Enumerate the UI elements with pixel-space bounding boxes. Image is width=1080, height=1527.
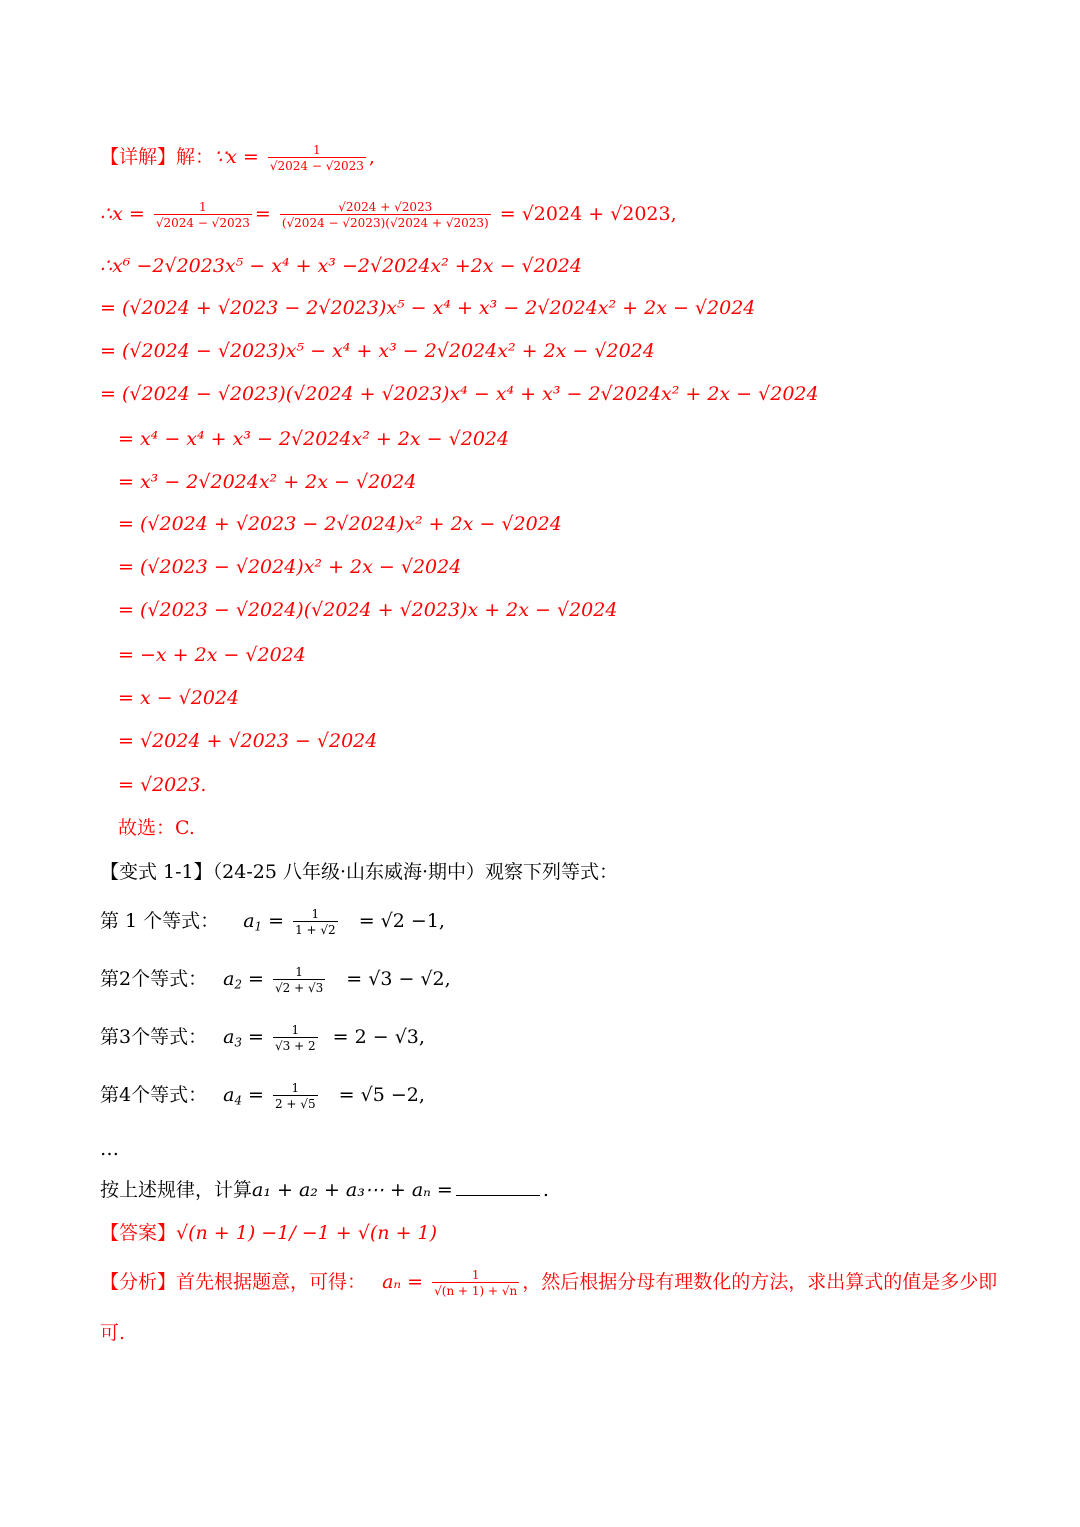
equation-label: 第4个等式： <box>100 1084 208 1106</box>
step-line: = (√2024 + √2023 − 2√2023)x⁵ − x⁴ + x³ − 2√2024x² + 2x − √2024 <box>100 297 756 319</box>
equation-lhs: $a_3$ = <box>223 1026 264 1050</box>
rational-frac-2 <box>280 200 491 230</box>
equation-label: 第3个等式： <box>100 1026 208 1048</box>
rational-frac-1-den: √2024 − √2023 <box>155 216 250 230</box>
equation-lhs: $a_1$ = <box>243 910 285 934</box>
step-line: = −x + 2x − √2024 <box>118 644 306 666</box>
equation-label: 第2个等式： <box>100 968 208 990</box>
equation-rhs: = √2 −1, <box>358 910 445 932</box>
rationalization-line: ∴x = $\frac{1}{√2024 - √2023}$ = $\frac{√2024 + √2023}{(√2024 - √2023)(√2024 + √2023)}$ = √2024 + √2023, <box>100 200 677 230</box>
equation-1 <box>100 906 445 937</box>
question-text: 按上述规律，计算 <box>100 1179 253 1201</box>
step-line: = (√2024 + √2023 − 2√2024)x² + 2x − √2024 <box>118 513 562 535</box>
rational-frac-1 <box>154 200 252 230</box>
question-line <box>100 1175 549 1205</box>
comma: , <box>368 146 375 168</box>
rational-frac-2-num: √2024 + √2023 <box>338 200 433 214</box>
step-line: = (√2023 − √2024)x² + 2x − √2024 <box>118 556 462 578</box>
step-line: = x − √2024 <box>118 687 240 709</box>
choice-line: 故选：C. <box>118 817 195 839</box>
answer-blank <box>456 1195 540 1196</box>
analysis-line <box>100 1267 997 1298</box>
equation-rhs: = √5 −2, <box>338 1084 425 1106</box>
step-line: = (√2024 − √2023)(√2024 + √2023)x⁴ − x⁴ + x³ − 2√2024x² + 2x − √2024 <box>100 383 819 405</box>
fraction-num: 1 <box>291 1081 300 1095</box>
step-line: = √2023. <box>118 774 207 796</box>
fraction-num: 1 <box>295 965 303 979</box>
equation-fraction <box>273 1081 318 1111</box>
question-sum: a₁ + a₂ + a₃⋯ + aₙ = <box>252 1179 453 1201</box>
analysis-label: 【分析】 <box>100 1271 177 1293</box>
answer-label: 【答案】 <box>100 1222 177 1244</box>
fraction-den: 2 + √5 <box>274 1097 316 1111</box>
since-x: ∵x = <box>214 146 259 168</box>
analysis-end: 可. <box>100 1322 126 1344</box>
equation-fraction <box>273 1023 318 1053</box>
equation-4 <box>100 1080 425 1111</box>
equation-lhs: $a_4$ = <box>223 1084 264 1108</box>
equation-rhs: = 2 − √3, <box>332 1026 425 1048</box>
variant-label: 【变式 1-1】 <box>100 861 213 883</box>
analysis-fraction-num: 1 <box>471 1268 480 1282</box>
equation-rhs: = √3 − √2, <box>346 968 451 990</box>
fraction-num: 1 <box>311 907 320 921</box>
step-line: = (√2023 − √2024)(√2024 + √2023)x + 2x − √2024 <box>118 599 618 621</box>
equation-fraction <box>273 965 325 995</box>
step-line: ∴x⁶ −2√2023x⁵ − x⁴ + x³ −2√2024x² +2x − √2024 <box>100 255 582 277</box>
answer-text: √(n + 1) −1/ −1 + √(n + 1) <box>176 1222 438 1244</box>
equation-3 <box>100 1022 425 1053</box>
question-period: . <box>542 1179 549 1201</box>
fraction-den: √2 + √3 <box>274 981 324 995</box>
fraction-den: 1 + √2 <box>295 923 336 937</box>
equation-2 <box>100 964 451 995</box>
x-fraction <box>268 143 366 173</box>
rational-frac-2-den: (√2024 − √2023)(√2024 + √2023) <box>281 216 489 230</box>
analysis-fraction <box>432 1268 519 1298</box>
answer-line <box>100 1218 437 1248</box>
equation-fraction <box>293 907 338 937</box>
solution-label: 【详解】解： <box>100 146 215 168</box>
x-fraction-num: 1 <box>313 143 321 157</box>
ellipsis: … <box>100 1138 119 1160</box>
step-line: = (√2024 − √2023)x⁵ − x⁴ + x³ − 2√2024x² + 2x − √2024 <box>100 340 655 362</box>
analysis-text-post: ，然后根据分母有理数化的方法，求出算式的值是多少即 <box>522 1271 998 1293</box>
variant-source: （24-25 八年级·山东威海·期中）观察下列等式： <box>212 861 619 883</box>
rational-result: = √2024 + √2023, <box>499 203 677 225</box>
x-fraction-den: √2024 − √2023 <box>269 159 364 173</box>
step-line: = √2024 + √2023 − √2024 <box>118 730 378 752</box>
fraction-den: √3 + 2 <box>274 1039 316 1053</box>
analysis-an: aₙ = <box>382 1271 424 1293</box>
step-line: = x³ − 2√2024x² + 2x − √2024 <box>118 471 417 493</box>
therefore-x: ∴x = <box>100 203 145 225</box>
solution-header <box>100 142 375 173</box>
equation-label: 第 1 个等式： <box>100 910 220 932</box>
analysis-text: 首先根据题意，可得： <box>176 1271 367 1293</box>
step-line: = x⁴ − x⁴ + x³ − 2√2024x² + 2x − √2024 <box>118 428 510 450</box>
fraction-num: 1 <box>291 1023 300 1037</box>
analysis-fraction-den: √(n + 1) + √n <box>434 1284 518 1298</box>
variant-header <box>100 857 618 887</box>
rational-frac-1-num: 1 <box>199 200 207 214</box>
equation-lhs: $a_2$ = <box>223 968 264 992</box>
